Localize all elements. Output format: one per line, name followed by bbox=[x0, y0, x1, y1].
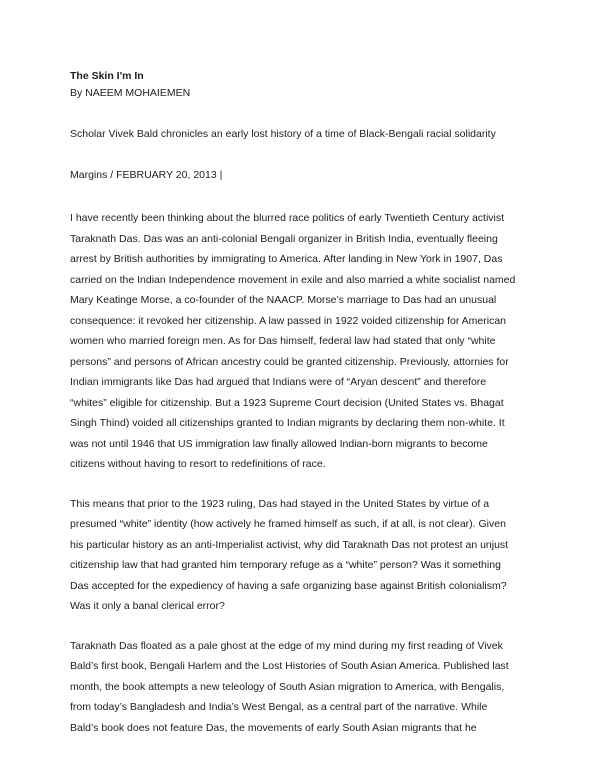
text-line: arrest by British authorities by immigrating to America. After landing in New York in 1907, Das bbox=[70, 253, 503, 265]
text-line: month, the book attempts a new teleology of South Asian migration to America, with Bengalis, bbox=[70, 680, 505, 693]
text-line: Indian immigrants like Das had argued that Indians were of “Aryan descent” and therefore bbox=[70, 376, 487, 388]
text-line: persons” and persons of African ancestry could be granted citizenship. Previously, attornies for bbox=[70, 355, 509, 368]
article-byline: By NAEEM MOHAIEMEN bbox=[70, 87, 191, 99]
article-title: The Skin I'm In bbox=[70, 70, 144, 82]
text-line: was not until 1946 that US immigration law finally allowed Indian-born migrants to become bbox=[70, 437, 488, 450]
text-line: Taraknath Das. Das was an anti-colonial Bengali organizer in British India, eventually fleeing bbox=[70, 232, 498, 245]
paragraph-3 bbox=[70, 636, 556, 739]
text-line: Bald’s book does not feature Das, the movements of early South Asian migrants that he bbox=[70, 721, 477, 734]
text-line: his particular history as an anti-Imperialist activist, why did Taraknath Das not protest an unjust bbox=[70, 538, 509, 551]
text-line: consequence: it revoked her citizenship. A law passed in 1922 voided citizenship for American bbox=[70, 314, 507, 327]
text-line: Mary Keatinge Morse, a co-founder of the NAACP. Morse’s marriage to Das had an unusual bbox=[70, 294, 497, 306]
document-page bbox=[70, 68, 556, 757]
text-line: Taraknath Das floated as a pale ghost at the edge of my mind during my first reading of Vivek bbox=[70, 639, 503, 652]
text-line: Was it only a banal clerical error? bbox=[70, 600, 225, 612]
text-line: from today’s Bangladesh and India’s West Bengal, as a central part of the narrative. While bbox=[70, 701, 488, 713]
text-line: “whites” eligible for citizenship. But a 1923 Supreme Court decision (United States vs. Bhagat bbox=[70, 396, 504, 409]
text-line: women who married foreign men. As for Das himself, federal law had stated that only “white bbox=[70, 335, 496, 347]
text-line: carried on the Indian Independence movement in exile and also married a white socialist named bbox=[70, 273, 516, 286]
text-line: citizens without having to resort to redefinitions of race. bbox=[70, 458, 326, 470]
text-line: This means that prior to the 1923 ruling, Das had stayed in the United States by virtue of a bbox=[70, 497, 490, 510]
text-line: Das accepted for the expediency of having a safe organizing base against British colonialism? bbox=[70, 579, 507, 592]
text-line: citizenship law that had granted him temporary refuge as a “white” person? Was it something bbox=[70, 559, 501, 571]
paragraph-1 bbox=[70, 208, 556, 475]
article-subtitle: Scholar Vivek Bald chronicles an early lost history of a time of Black-Bengali racial solidarity bbox=[70, 128, 496, 140]
article-dateline: Margins / FEBRUARY 20, 2013 | bbox=[70, 169, 223, 181]
paragraph-2 bbox=[70, 494, 556, 617]
text-line: I have recently been thinking about the blurred race politics of early Twentieth Century activist bbox=[70, 212, 505, 224]
text-line: presumed “white” identity (how actively he framed himself as such, if at all, is not clear). Given bbox=[70, 518, 506, 530]
text-line: Bald’s first book, Bengali Harlem and the Lost Histories of South Asian America. Published last bbox=[70, 660, 509, 672]
text-line: Singh Thind) voided all citizenships granted to Indian migrants by declaring them non-white. It bbox=[70, 417, 505, 429]
